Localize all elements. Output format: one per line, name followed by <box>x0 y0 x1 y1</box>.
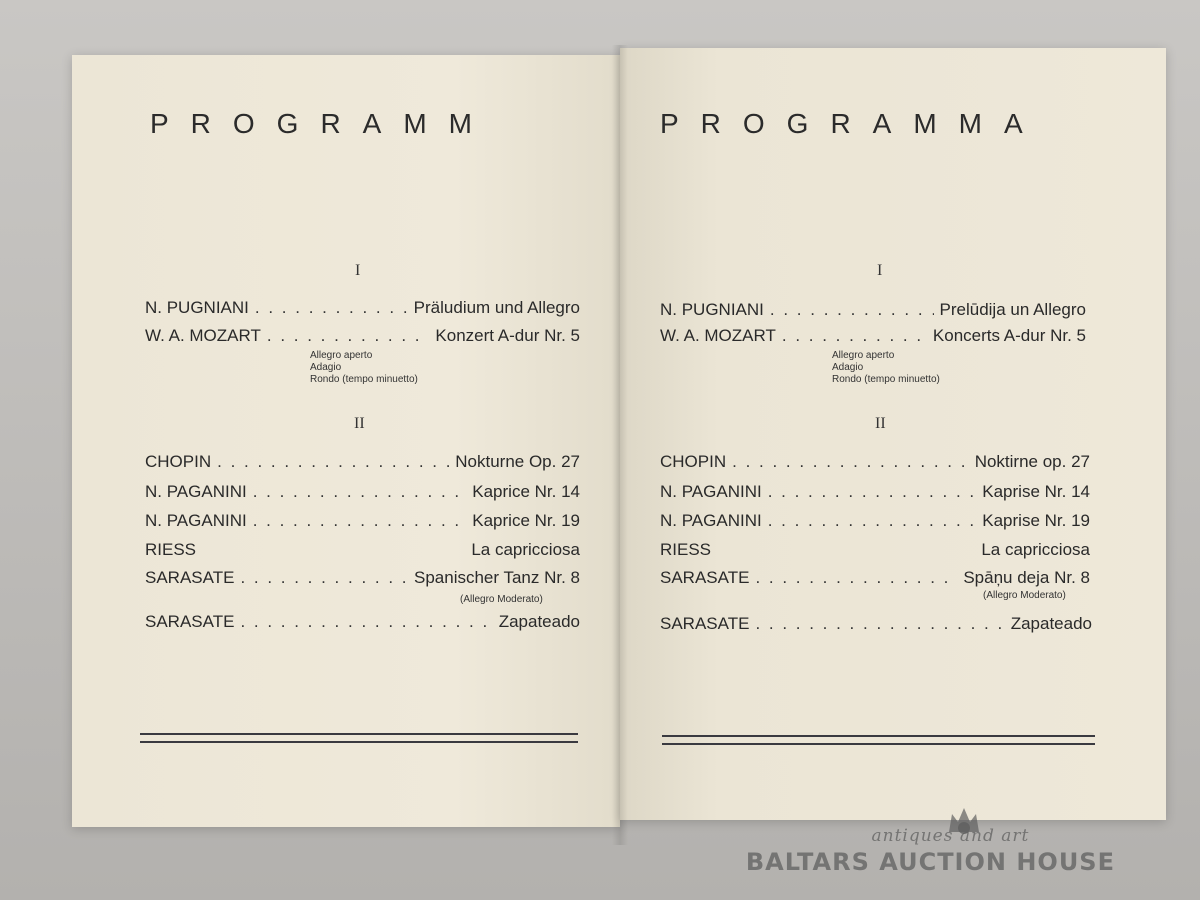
show-through-script <box>150 640 160 684</box>
work: Zapateado <box>498 612 580 631</box>
work: Nokturne Op. 27 <box>455 452 580 471</box>
composer: CHOPIN <box>145 452 212 471</box>
composer: SARASATE <box>145 612 235 631</box>
right-rule-top <box>662 735 1095 737</box>
left-rule-top <box>140 733 578 735</box>
work: Prelūdija un Allegro <box>939 300 1086 319</box>
leader-dots <box>770 300 934 320</box>
right-row-pugniani <box>660 300 1086 320</box>
movement: Allegro aperto <box>310 350 373 361</box>
composer: N. PUGNIANI <box>145 298 249 317</box>
composer: SARASATE <box>145 568 235 587</box>
left-row-sarasate-zapateado <box>145 612 580 632</box>
right-title: PROGRAMMA <box>660 108 1045 139</box>
right-row-sarasate-deja <box>660 568 1090 588</box>
leader-dots <box>732 452 969 472</box>
right-mozart-movements <box>832 350 940 386</box>
watermark-tagline: antiques and art <box>871 826 1030 846</box>
movement: Adagio <box>832 362 864 373</box>
work: Konzert A-dur Nr. 5 <box>435 326 580 345</box>
leader-dots <box>255 298 408 318</box>
movement: Adagio <box>310 362 342 373</box>
movement: Rondo (tempo minuetto) <box>832 374 940 385</box>
leader-dots <box>253 511 467 531</box>
leader-dots <box>253 482 467 502</box>
left-row-pugniani <box>145 298 580 318</box>
work: Koncerts A-dur Nr. 5 <box>932 326 1086 345</box>
right-row-mozart <box>660 326 1086 346</box>
left-row-sarasate-tanz <box>145 568 580 588</box>
right-rule-bottom <box>662 743 1095 745</box>
work: Zapateado <box>1010 614 1092 633</box>
left-rule-bottom <box>140 741 578 743</box>
composer: RIESS <box>660 540 712 559</box>
work: Kaprise Nr. 19 <box>982 511 1090 530</box>
leader-dots <box>240 612 492 632</box>
composer: N. PUGNIANI <box>660 300 764 319</box>
left-mozart-movements <box>310 350 418 386</box>
center-fold <box>612 45 628 845</box>
work: Spāņu deja Nr. 8 <box>963 568 1090 587</box>
right-tempo-note: (Allegro Moderato) <box>983 590 1066 601</box>
work: Spanischer Tanz Nr. 8 <box>414 568 580 587</box>
work: Kaprise Nr. 14 <box>982 482 1090 501</box>
composer: N. PAGANINI <box>145 482 247 501</box>
right-row-riess <box>660 540 1090 560</box>
auction-house-watermark <box>746 826 1115 876</box>
work: Präludium und Allegro <box>413 298 580 317</box>
right-row-paganini-14 <box>660 482 1090 502</box>
composer: RIESS <box>145 540 197 559</box>
left-section-2: II <box>354 415 365 432</box>
work: La capricciosa <box>471 540 580 559</box>
leader-dots <box>768 511 977 531</box>
leader-dots <box>755 614 1004 634</box>
composer: CHOPIN <box>660 452 727 471</box>
work: Kaprice Nr. 19 <box>472 511 580 530</box>
leader-dots <box>217 452 449 472</box>
left-page <box>72 55 620 827</box>
leader-dots <box>768 482 977 502</box>
leader-dots <box>240 568 408 588</box>
right-row-paganini-19 <box>660 511 1090 531</box>
leader-dots <box>755 568 957 588</box>
movement: Rondo (tempo minuetto) <box>310 374 418 385</box>
work: La capricciosa <box>981 540 1090 559</box>
composer: SARASATE <box>660 614 750 633</box>
composer: N. PAGANINI <box>660 482 762 501</box>
left-section-1: I <box>355 262 361 279</box>
right-row-chopin <box>660 452 1090 472</box>
left-tempo-note: (Allegro Moderato) <box>460 594 543 605</box>
right-page <box>620 48 1166 820</box>
composer: W. A. MOZART <box>145 326 261 345</box>
composer: W. A. MOZART <box>660 326 776 345</box>
composer: N. PAGANINI <box>145 511 247 530</box>
work: Noktirne op. 27 <box>974 452 1090 471</box>
work: Kaprice Nr. 14 <box>472 482 580 501</box>
left-row-chopin <box>145 452 580 472</box>
left-row-paganini-19 <box>145 511 580 531</box>
right-row-sarasate-zapateado <box>660 614 1092 634</box>
watermark-name: BALTARS AUCTION HOUSE <box>745 848 1115 876</box>
movement: Allegro aperto <box>832 350 895 361</box>
leader-dots <box>782 326 927 346</box>
left-row-riess <box>145 540 580 560</box>
right-section-2: II <box>875 415 886 432</box>
composer: N. PAGANINI <box>660 511 762 530</box>
left-title: PROGRAMM <box>150 108 494 139</box>
leader-dots <box>267 326 430 346</box>
left-row-paganini-14 <box>145 482 580 502</box>
composer: SARASATE <box>660 568 750 587</box>
left-row-mozart <box>145 326 580 346</box>
right-section-1: I <box>877 262 883 279</box>
